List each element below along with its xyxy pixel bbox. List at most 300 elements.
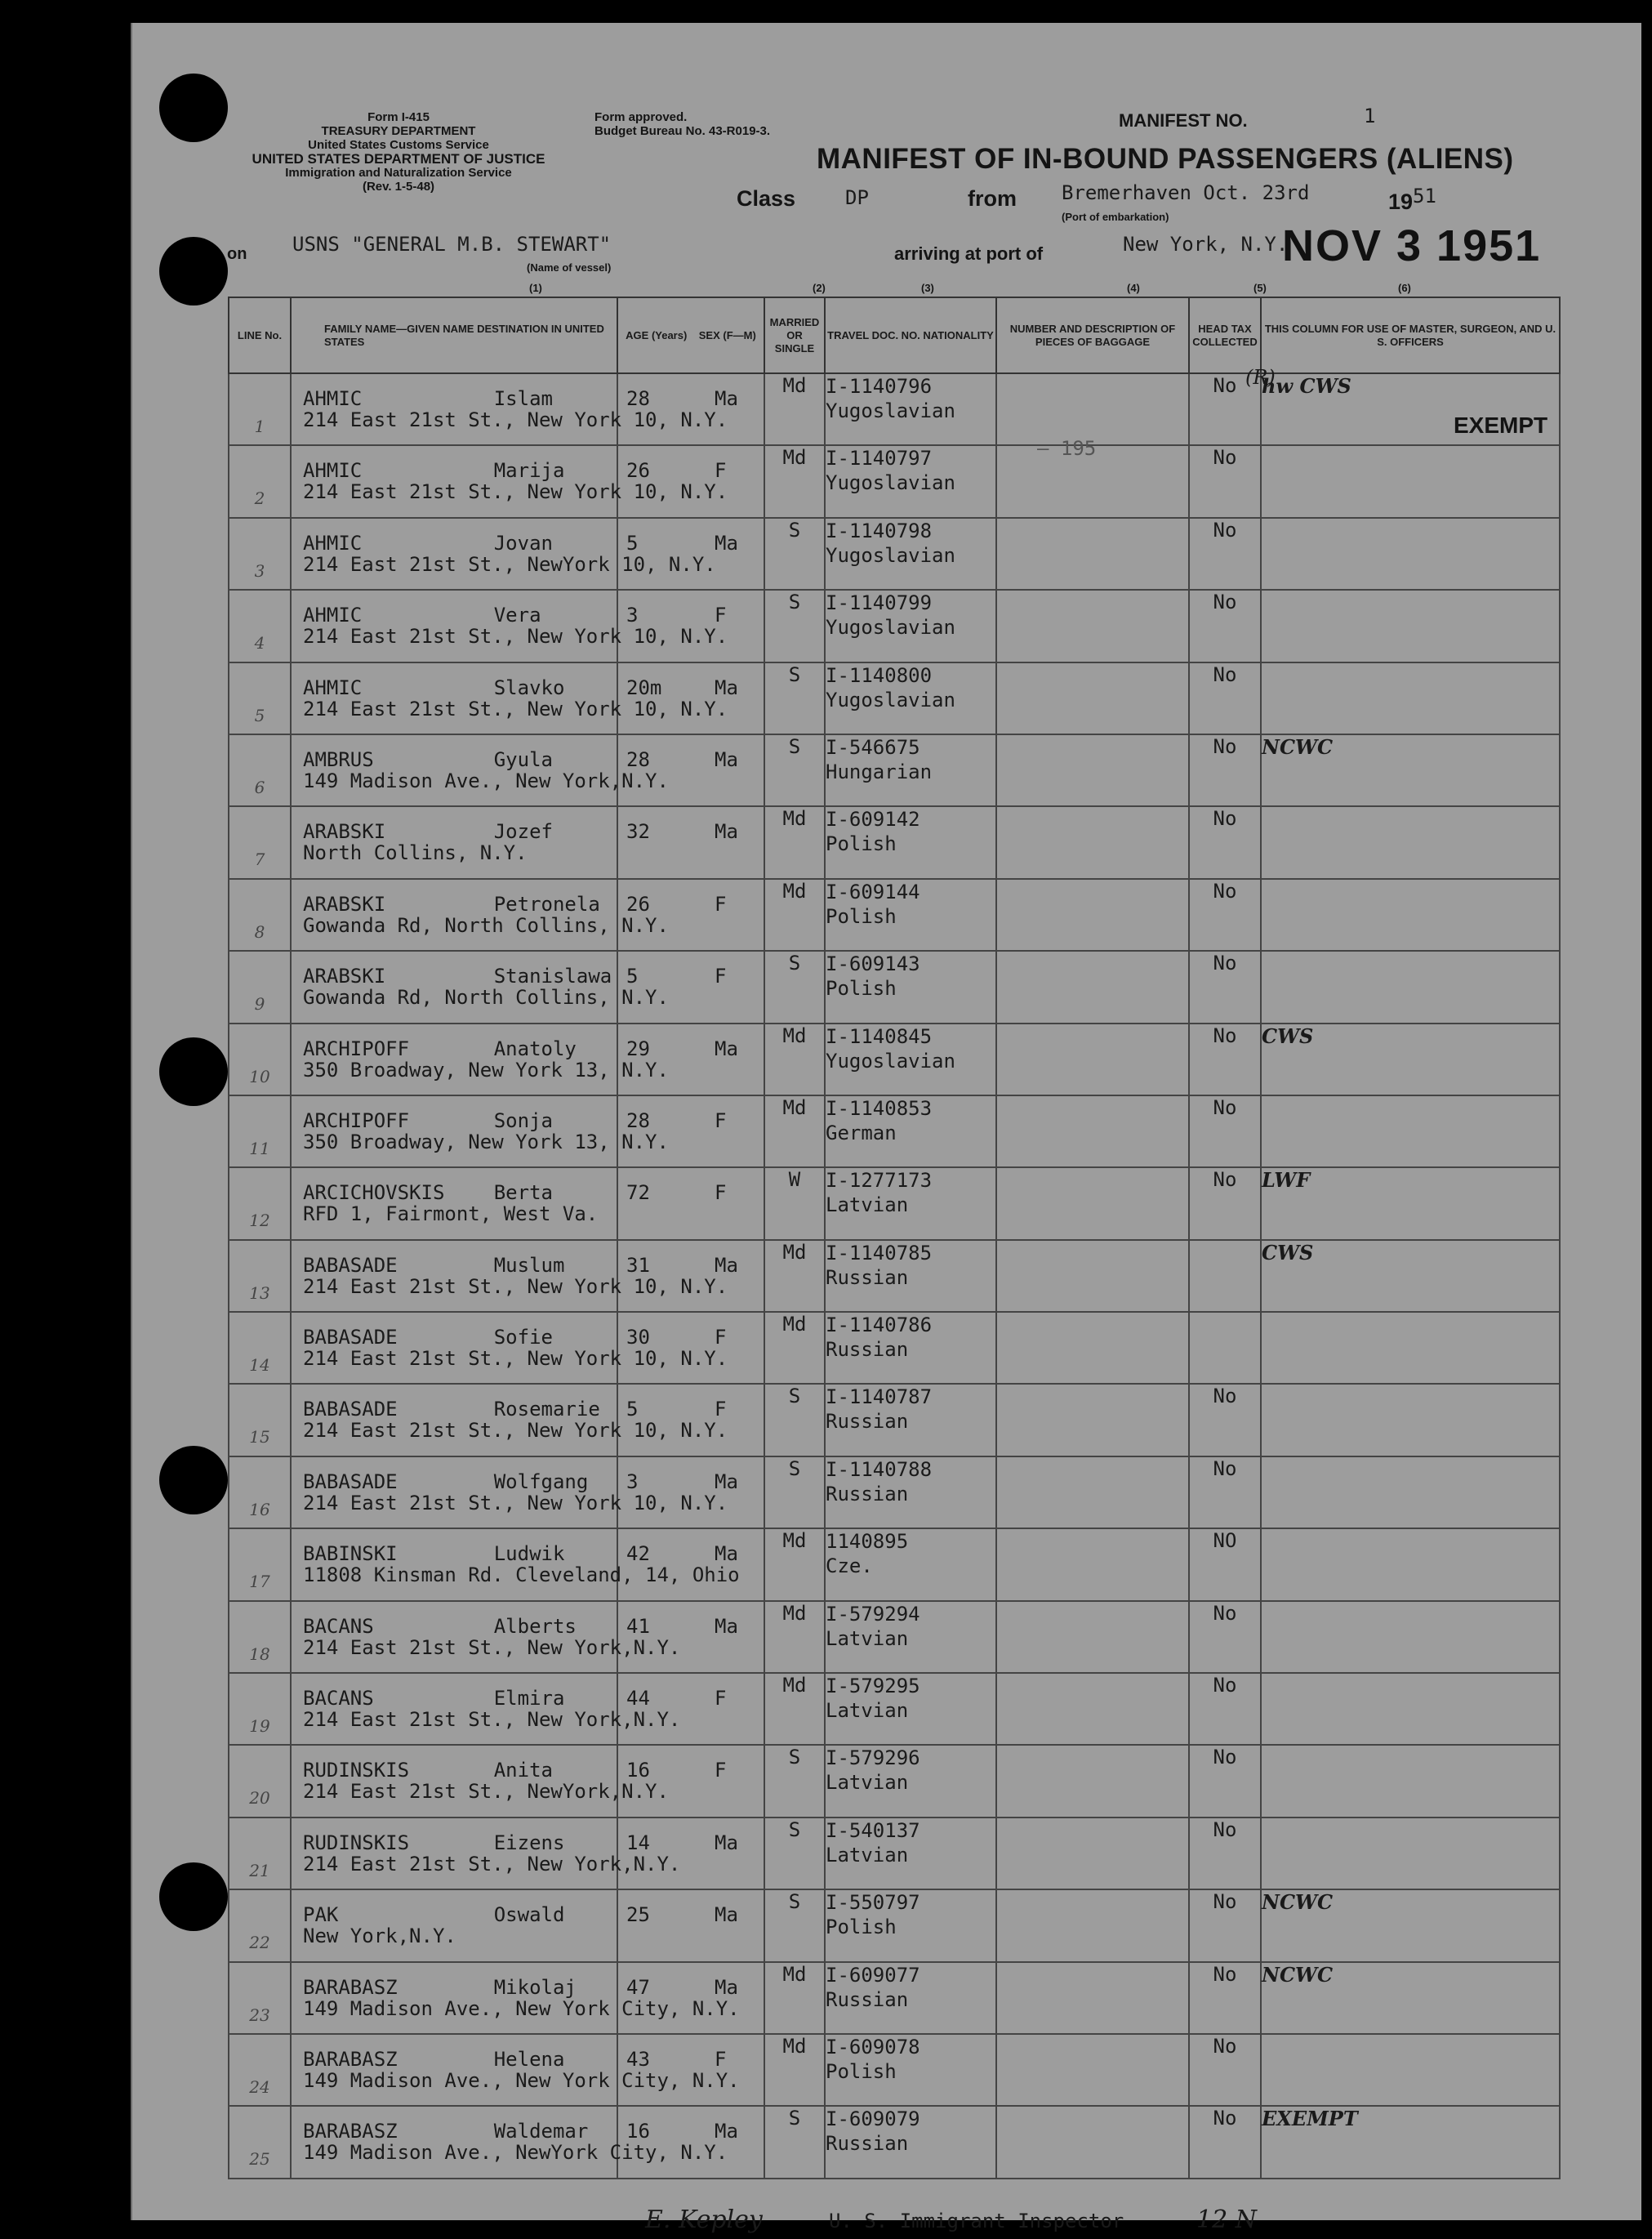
marital-status: S (764, 1456, 825, 1528)
family-name: BABASADE (303, 1253, 398, 1277)
nationality: Yugoslavian (826, 1049, 955, 1073)
marital-status: W (764, 1167, 825, 1239)
line-number: 11 (229, 1095, 291, 1167)
table-row (229, 1745, 1560, 1817)
family-name: BACANS (303, 1687, 374, 1710)
travel-doc-cell (825, 879, 996, 951)
officer-note: EXEMPT (1261, 2106, 1560, 2178)
destination-address: 214 East 21st St., New York 10, N.Y. (303, 1491, 728, 1514)
head-tax: No (1189, 590, 1261, 662)
sex-value: Ma (715, 1903, 738, 1927)
travel-doc-number: I-1140845 (826, 1024, 933, 1048)
head-tax: No (1189, 662, 1261, 734)
sex-value: Ma (715, 820, 738, 844)
marital-status: S (764, 951, 825, 1023)
destination-address: Gowanda Rd, North Collins, N.Y. (303, 913, 669, 937)
travel-doc-number: I-1140797 (826, 447, 933, 471)
passenger-name-cell (291, 806, 617, 878)
table-row (229, 2106, 1560, 2178)
line-number: 16 (229, 1456, 291, 1528)
travel-doc-cell (825, 1962, 996, 2034)
officer-note (1261, 1528, 1560, 1600)
head-tax: No (1189, 445, 1261, 517)
destination-address: 214 East 21st St., New York 10, N.Y. (303, 480, 728, 504)
age-value: 47 (626, 1975, 650, 1999)
baggage-cell (996, 1456, 1189, 1528)
sex-value: Ma (715, 1831, 738, 1854)
form-approved: Form approved. (594, 110, 688, 124)
line-number: 13 (229, 1240, 291, 1312)
inspector-initials: 12 N (1196, 2206, 1257, 2234)
travel-doc-number: I-1140800 (826, 663, 933, 687)
family-name: ARCHIPOFF (303, 1108, 410, 1132)
sex-value: Ma (715, 1614, 738, 1638)
baggage-cell (996, 1384, 1189, 1456)
travel-doc-number: I-609079 (826, 2107, 920, 2131)
page-title: MANIFEST OF IN-BOUND PASSENGERS (ALIENS) (817, 143, 1514, 175)
family-name: PAK (303, 1903, 339, 1927)
head-tax: No (1189, 2106, 1261, 2178)
head-tax: No (1189, 1095, 1261, 1167)
travel-doc-cell (825, 1673, 996, 1745)
table-row (229, 1240, 1560, 1312)
age-value: 30 (626, 1326, 650, 1349)
marital-status: S (764, 1818, 825, 1889)
passenger-name-cell (291, 1167, 617, 1239)
dept-ins: Immigration and Naturalization Service (285, 166, 512, 180)
family-name: ARABSKI (303, 820, 386, 844)
given-name: Jovan (493, 531, 553, 555)
officer-note (1261, 662, 1560, 734)
nationality: Polish (826, 1916, 897, 1939)
destination-address: Gowanda Rd, North Collins, N.Y. (303, 986, 669, 1010)
baggage-cell (996, 373, 1189, 445)
marital-status: S (764, 590, 825, 662)
baggage-cell (996, 806, 1189, 878)
baggage-cell (996, 1673, 1189, 1745)
age-value: 26 (626, 459, 650, 483)
nationality: Latvian (826, 1626, 909, 1650)
travel-doc-number: I-609142 (826, 808, 920, 832)
nationality: Russian (826, 1265, 909, 1289)
col-num-6: (6) (1398, 282, 1411, 294)
travel-doc-cell (825, 445, 996, 517)
sex-value: Ma (715, 1975, 738, 1999)
travel-doc-number: I-1140799 (826, 591, 933, 615)
table-row (229, 1962, 1560, 2034)
travel-doc-number: I-609078 (826, 2035, 920, 2058)
travel-doc-cell (825, 1601, 996, 1673)
given-name: Rosemarie (493, 1398, 600, 1421)
baggage-cell (996, 2106, 1189, 2178)
baggage-cell (996, 1889, 1189, 1961)
travel-doc-cell (825, 2034, 996, 2106)
officer-note (1261, 518, 1560, 590)
travel-doc-number: I-1277173 (826, 1169, 933, 1193)
baggage-cell (996, 1240, 1189, 1312)
age-value: 29 (626, 1037, 650, 1060)
table-row (229, 879, 1560, 951)
sex-value: Ma (715, 747, 738, 771)
travel-doc-cell (825, 2106, 996, 2178)
nationality: Russian (826, 1410, 909, 1434)
officer-note (1261, 1384, 1560, 1456)
arriving-label: arriving at port of (894, 243, 1044, 264)
travel-doc-cell (825, 662, 996, 734)
passenger-table (228, 297, 1561, 2179)
baggage-cell (996, 1745, 1189, 1817)
sex-value: F (715, 1181, 727, 1205)
family-name: AHMIC (303, 604, 363, 627)
dept-customs: United States Customs Service (308, 138, 489, 152)
arrival-date-stamp: NOV 3 1951 (1282, 221, 1542, 270)
age-value: 28 (626, 1108, 650, 1132)
officer-note (1261, 590, 1560, 662)
family-name: AMBRUS (303, 747, 374, 771)
marital-status: Md (764, 2034, 825, 2106)
officer-note: LWF (1261, 1167, 1560, 1239)
age-value: 26 (626, 892, 650, 916)
manifest-no-label: MANIFEST NO. (1119, 110, 1248, 131)
from-label: from (968, 186, 1017, 211)
family-name: ARABSKI (303, 965, 386, 988)
nationality: Polish (826, 977, 897, 1001)
sex-value: Ma (715, 531, 738, 555)
age-value: 32 (626, 820, 650, 844)
given-name: Gyula (493, 747, 553, 771)
marital-status: Md (764, 1095, 825, 1167)
col-header-age-sex (617, 297, 764, 373)
age-value: 3 (626, 604, 639, 627)
table-row (229, 1024, 1560, 1095)
given-name: Waldemar (493, 2120, 589, 2143)
travel-doc-cell (825, 1384, 996, 1456)
given-name: Muslum (493, 1253, 565, 1277)
age-value: 44 (626, 1687, 650, 1710)
given-name: Eizens (493, 1831, 565, 1854)
col-header-name: FAMILY NAME—GIVEN NAME DESTINATION IN UNITED STATES (291, 297, 617, 373)
on-label: on (227, 245, 247, 263)
passenger-name-cell (291, 1384, 728, 1456)
nationality: Russian (826, 1987, 909, 2011)
age-value: 14 (626, 1831, 650, 1854)
travel-doc-number: I-540137 (826, 1818, 920, 1842)
nationality: Polish (826, 2059, 897, 2083)
line-number: 12 (229, 1167, 291, 1239)
line-number: 1 (229, 373, 291, 445)
passenger-name-cell (291, 590, 728, 662)
age-sex-cell (617, 1673, 764, 1745)
sex-value: F (715, 1326, 727, 1349)
given-name: Alberts (493, 1614, 577, 1638)
col-header-baggage: NUMBER AND DESCRIPTION OF PIECES OF BAGGAGE (996, 297, 1189, 373)
age-sex-cell (617, 373, 764, 445)
age-value: 16 (626, 1759, 650, 1782)
marital-status: S (764, 2106, 825, 2178)
nationality: Polish (826, 904, 897, 928)
form-approval (594, 110, 770, 138)
nationality: Russian (826, 2132, 909, 2156)
age-value: 28 (626, 747, 650, 771)
passenger-name-cell (291, 1889, 617, 1961)
marital-status: S (764, 1384, 825, 1456)
destination-address: 214 East 21st St., New York 10, N.Y. (303, 625, 728, 649)
destination-address: 214 East 21st St., New York 10, N.Y. (303, 697, 728, 720)
nationality: Yugoslavian (826, 688, 955, 711)
nationality: Cze. (826, 1554, 873, 1578)
sex-value: F (715, 1759, 727, 1782)
baggage-cell (996, 2034, 1189, 2106)
col-header-travel: TRAVEL DOC. NO. NATIONALITY (825, 297, 996, 373)
table-row (229, 518, 1560, 590)
port-embark-label: (Port of embarkation) (1062, 211, 1169, 223)
sex-value: F (715, 1398, 727, 1421)
col-header-line: LINE No. (229, 297, 291, 373)
col-header-age: AGE (Years) (626, 328, 688, 341)
nationality: Russian (826, 1482, 909, 1505)
given-name: Vera (493, 604, 541, 627)
age-sex-cell (617, 1312, 764, 1384)
officer-note (1261, 1673, 1560, 1745)
manifest-no-value: 1 (1364, 105, 1376, 127)
travel-doc-cell (825, 1528, 996, 1600)
line-number: 18 (229, 1601, 291, 1673)
given-name: Berta (493, 1181, 553, 1205)
line-number: 23 (229, 1962, 291, 2034)
age-sex-cell (617, 1818, 764, 1889)
sex-value: Ma (715, 1542, 738, 1566)
travel-doc-cell (825, 373, 996, 445)
destination-address: 214 East 21st St., New York 10, N.Y. (303, 1347, 728, 1371)
given-name: Wolfgang (493, 1470, 589, 1493)
nationality: Latvian (826, 1771, 909, 1795)
sex-value: F (715, 459, 727, 483)
age-sex-cell (617, 2034, 764, 2106)
line-number: 20 (229, 1745, 291, 1817)
age-sex-cell (617, 734, 764, 806)
head-tax: NO (1189, 1528, 1261, 1600)
col-num-5: (5) (1253, 282, 1267, 294)
col-header-tax: HEAD TAX COLLECTED (1189, 297, 1261, 373)
officer-note (1261, 951, 1560, 1023)
head-tax: No (1189, 373, 1261, 445)
head-tax: No (1189, 879, 1261, 951)
officer-note (1261, 879, 1560, 951)
head-tax: No (1189, 1384, 1261, 1456)
line-number: 22 (229, 1889, 291, 1961)
age-sex-cell (617, 1601, 764, 1673)
travel-doc-number: I-579294 (826, 1602, 920, 1626)
line-number: 5 (229, 662, 291, 734)
line-number: 19 (229, 1673, 291, 1745)
destination-address: 214 East 21st St., New York 10, N.Y. (303, 1274, 728, 1298)
head-tax: No (1189, 1745, 1261, 1817)
age-sex-cell (617, 518, 764, 590)
travel-doc-number: I-609077 (826, 1963, 920, 1987)
destination-address: North Collins, N.Y. (303, 841, 528, 865)
family-name: RUDINSKIS (303, 1831, 410, 1854)
officer-note: hw CWS (1261, 373, 1560, 445)
family-name: BARABASZ (303, 2047, 398, 2071)
line-number: 9 (229, 951, 291, 1023)
given-name: Petronela (493, 892, 600, 916)
marital-status: Md (764, 1024, 825, 1095)
destination-address: 149 Madison Ave., New York City, N.Y. (303, 2068, 740, 2092)
head-tax: No (1189, 806, 1261, 878)
line-number: 10 (229, 1024, 291, 1095)
destination-address: 214 East 21st St., New York 10, N.Y. (303, 408, 728, 431)
family-name: BABINSKI (303, 1542, 398, 1566)
nationality: Hungarian (826, 760, 933, 783)
head-tax: No (1189, 1818, 1261, 1889)
head-tax: No (1189, 1456, 1261, 1528)
age-sex-cell (617, 1456, 764, 1528)
baggage-cell (996, 734, 1189, 806)
class-label: Class (737, 186, 796, 211)
age-value: 5 (626, 1398, 639, 1421)
head-tax: No (1189, 518, 1261, 590)
age-value: 5 (626, 531, 639, 555)
baggage-cell (996, 518, 1189, 590)
destination-address: 350 Broadway, New York 13, N.Y. (303, 1058, 669, 1082)
travel-doc-number: I-1140853 (826, 1096, 933, 1120)
baggage-note: — 195 (1037, 437, 1097, 460)
line-number: 7 (229, 806, 291, 878)
age-sex-cell (617, 1889, 764, 1961)
officer-note: CWS (1261, 1024, 1560, 1095)
destination-address: RFD 1, Fairmont, West Va. (303, 1202, 599, 1226)
line-number: 2 (229, 445, 291, 517)
nationality: Latvian (826, 1843, 909, 1867)
head-tax: No (1189, 951, 1261, 1023)
given-name: Ludwik (493, 1542, 565, 1566)
line-number: 25 (229, 2106, 291, 2178)
baggage-cell (996, 1312, 1189, 1384)
line-number: 3 (229, 518, 291, 590)
table-row (229, 445, 1560, 517)
head-tax: No (1189, 734, 1261, 806)
binder-hole (159, 1037, 228, 1106)
table-row (229, 806, 1560, 878)
baggage-cell (996, 1818, 1189, 1889)
family-name: ARABSKI (303, 892, 386, 916)
table-row (229, 1456, 1560, 1528)
class-value: DP (845, 186, 869, 209)
destination-address: 11808 Kinsman Rd. Cleveland, 14, Ohio (303, 1563, 740, 1587)
given-name: Sofie (493, 1326, 553, 1349)
age-sex-cell (617, 1528, 764, 1600)
table-row (229, 734, 1560, 806)
age-value: 25 (626, 1903, 650, 1927)
baggage-cell (996, 879, 1189, 951)
travel-doc-cell (825, 1095, 996, 1167)
travel-doc-number: I-609144 (826, 880, 920, 903)
inspector-title: U. S. Immigrant Inspector (829, 2210, 1124, 2232)
table-row (229, 590, 1560, 662)
travel-doc-cell (825, 518, 996, 590)
line-number: 6 (229, 734, 291, 806)
officer-note (1261, 445, 1560, 517)
travel-doc-cell (825, 1240, 996, 1312)
nationality: Polish (826, 832, 897, 856)
sex-value: Ma (715, 676, 738, 699)
baggage-cell (996, 590, 1189, 662)
head-tax: No (1189, 1889, 1261, 1961)
destination-address: 214 East 21st St., New York,N.Y. (303, 1708, 681, 1732)
given-name: Mikolaj (493, 1975, 577, 1999)
tax-note: (R) (1245, 366, 1276, 389)
sex-value: F (715, 965, 727, 988)
marital-status: Md (764, 1673, 825, 1745)
line-number: 24 (229, 2034, 291, 2106)
col-header-sex: SEX (F—M) (698, 328, 756, 341)
age-value: 16 (626, 2120, 650, 2143)
head-tax: No (1189, 2034, 1261, 2106)
travel-doc-number: I-579295 (826, 1675, 920, 1698)
officer-note (1261, 1601, 1560, 1673)
travel-doc-cell (825, 1312, 996, 1384)
age-sex-cell (617, 1095, 764, 1167)
destination-address: 214 East 21st St., New York 10, N.Y. (303, 1419, 728, 1443)
family-name: AHMIC (303, 531, 363, 555)
travel-doc-number: I-1140788 (826, 1457, 933, 1481)
marital-status: Md (764, 1528, 825, 1600)
age-sex-cell (617, 806, 764, 878)
family-name: ARCHIPOFF (303, 1037, 410, 1060)
age-sex-cell (617, 1240, 764, 1312)
baggage-cell (996, 1095, 1189, 1167)
marital-status: Md (764, 445, 825, 517)
family-name: RUDINSKIS (303, 1759, 410, 1782)
destination-address: 149 Madison Ave., New York,N.Y. (303, 769, 669, 792)
table-row (229, 662, 1560, 734)
baggage-cell (996, 951, 1189, 1023)
family-name: BABASADE (303, 1326, 398, 1349)
binder-hole (159, 1446, 228, 1514)
nationality: Yugoslavian (826, 471, 955, 495)
destination-address: New York,N.Y. (303, 1925, 456, 1948)
family-name: BABASADE (303, 1398, 398, 1421)
table-row (229, 1312, 1560, 1384)
officer-note: NCWC (1261, 1962, 1560, 2034)
age-sex-cell (617, 445, 764, 517)
given-name: Slavko (493, 676, 565, 699)
given-name: Islam (493, 387, 553, 410)
given-name: Elmira (493, 1687, 565, 1710)
marital-status: Md (764, 1601, 825, 1673)
head-tax: No (1189, 1601, 1261, 1673)
travel-doc-cell (825, 1818, 996, 1889)
officer-note (1261, 1095, 1560, 1167)
line-number: 17 (229, 1528, 291, 1600)
head-tax: No (1189, 1024, 1261, 1095)
col-num-4: (4) (1127, 282, 1140, 294)
col-num-2: (2) (813, 282, 826, 294)
officer-note: NCWC (1261, 1889, 1560, 1961)
travel-doc-cell (825, 1024, 996, 1095)
destination-address: 149 Madison Ave., New York City, N.Y. (303, 1996, 740, 2020)
col-num-1: (1) (529, 282, 542, 294)
line-number: 21 (229, 1818, 291, 1889)
travel-doc-cell (825, 1167, 996, 1239)
given-name: Sonja (493, 1108, 553, 1132)
marital-status: Md (764, 373, 825, 445)
col-header-married: MARRIED OR SINGLE (764, 297, 825, 373)
table-row (229, 1167, 1560, 1239)
travel-doc-cell (825, 806, 996, 878)
marital-status: S (764, 734, 825, 806)
passenger-name-cell (291, 1818, 681, 1889)
